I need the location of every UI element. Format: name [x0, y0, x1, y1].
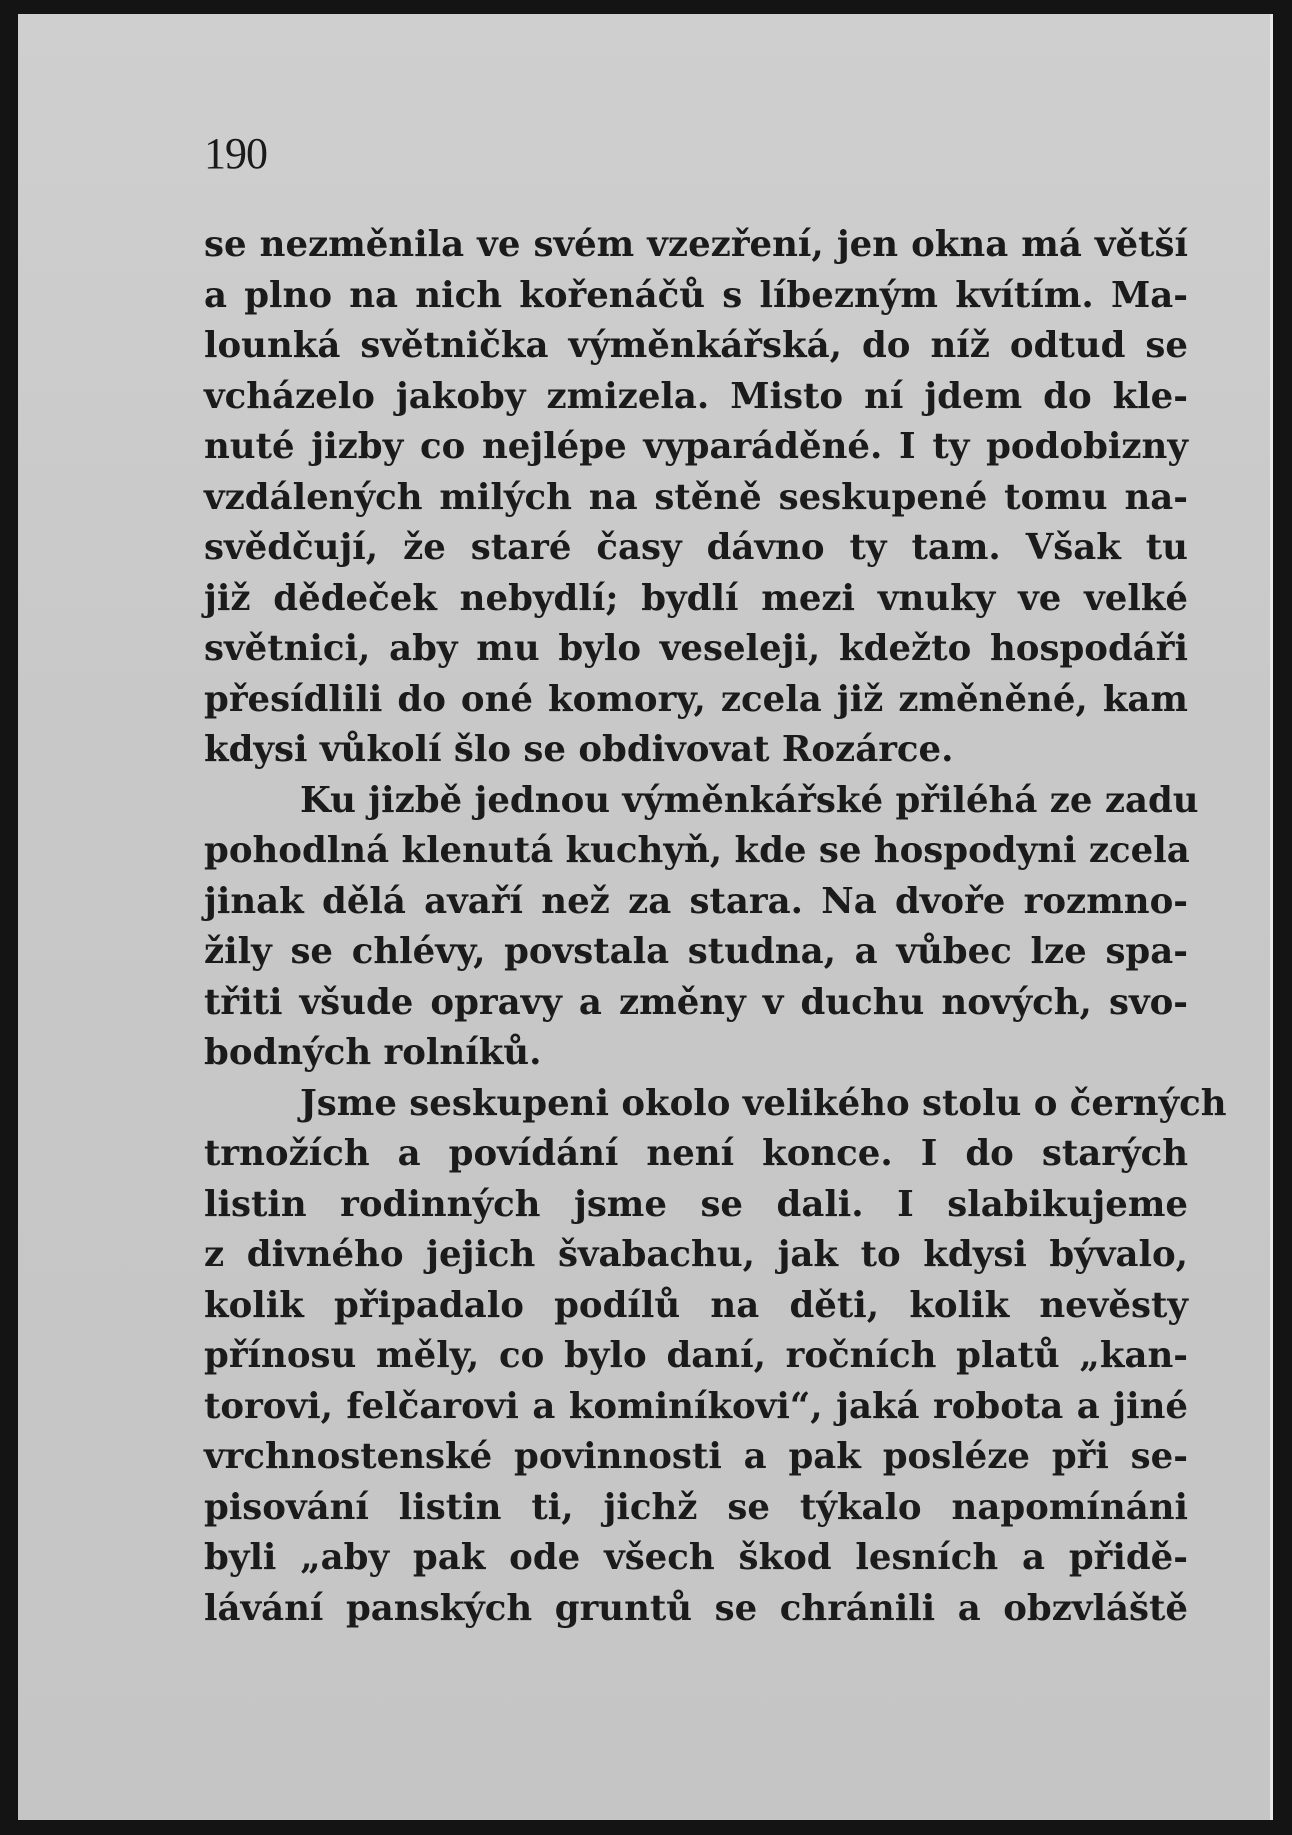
text-line: svědčují, že staré časy dávno ty tam. Však tu — [204, 527, 1188, 568]
text-line: žily se chlévy, povstala studna, a vůbec lze spa- — [204, 931, 1188, 972]
text-line: kolik připadalo podílů na děti, kolik nevěsty — [204, 1284, 1188, 1326]
text-line: Jsme seskupeni okolo velikého stolu o černých — [300, 1082, 1227, 1124]
page-number: 190 — [204, 129, 267, 178]
text-line: trnožích a povídání není konce. I do starých — [204, 1133, 1188, 1174]
text-line: a plno na nich kořenáčů s líbezným kvítím. Ma- — [204, 274, 1188, 316]
text-line: přínosu měly, co bylo daní, ročních platů „kan- — [204, 1335, 1188, 1376]
text-line: pisování listin ti, jichž se týkalo napomínáni — [204, 1486, 1188, 1528]
text-line: Ku jizbě jednou výměnkářské přiléhá ze zadu — [300, 779, 1199, 821]
text-line: listin rodinných jsme se dali. I slabikujeme — [204, 1183, 1188, 1225]
text-line: lounká světnička výměnkářská, do níž odtud se — [204, 325, 1188, 366]
text-line: pohodlná klenutá kuchyň, kde se hospodyni zcela — [204, 830, 1190, 871]
text-line: jinak dělá avaří než za stara. Na dvoře rozmno- — [204, 880, 1188, 922]
text-line: nuté jizby co nejlépe vyparáděné. I ty podobizny — [204, 426, 1188, 467]
book-page — [18, 14, 1273, 1820]
text-line: torovi, felčarovi a kominíkovi“, jaká robota a jiné — [204, 1385, 1188, 1427]
text-line: bodných rolníků. — [204, 1032, 542, 1073]
text-line: vzdálených milých na stěně seskupené tomu na- — [204, 476, 1188, 518]
text-line: se nezměnila ve svém vzezření, jen okna má větší — [204, 224, 1188, 265]
text-line: vrchnostenské povinnosti a pak posléze při se- — [204, 1436, 1188, 1477]
text-line: již dědeček nebydlí; bydlí mezi vnuky ve velké — [204, 577, 1188, 619]
text-line: přesídlili do oné komory, zcela již změněné, kam — [204, 678, 1188, 720]
text-line: lávání panských gruntů se chránili a obzvláště — [204, 1587, 1188, 1629]
text-line: světnici, aby mu bylo veseleji, kdežto hospodáři — [204, 628, 1188, 669]
text-line: vcházelo jakoby zmizela. Misto ní jdem do kle- — [204, 375, 1188, 417]
text-line: kdysi vůkolí šlo se obdivovat Rozárce. — [204, 729, 954, 770]
text-line: třiti všude opravy a změny v duchu nových, svo- — [204, 981, 1188, 1023]
text-line: z divného jejich švabachu, jak to kdysi bývalo, — [204, 1234, 1188, 1275]
text-line: byli „aby pak ode všech škod lesních a přidě- — [204, 1537, 1188, 1578]
body-text — [204, 220, 1227, 1634]
